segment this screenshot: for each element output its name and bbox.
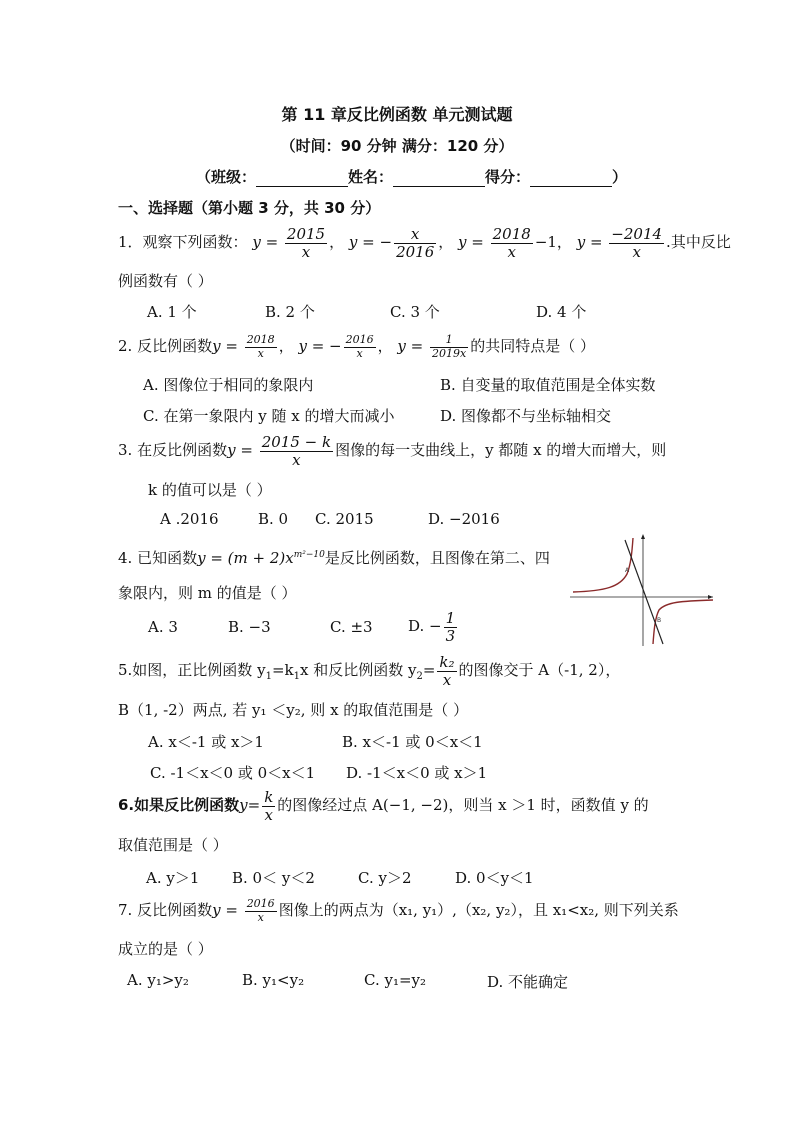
score-blank[interactable] bbox=[530, 170, 612, 187]
q1-fraction-1: $\frac{2015}{x}$ bbox=[286, 225, 326, 261]
q4-prefix: 4. 已知函数 bbox=[118, 549, 198, 567]
q2-option-b[interactable]: B. 自变量的取值范围是全体实数 bbox=[440, 376, 656, 394]
question-5-stem: 5.如图，正比例函数 $y_1=k_1x$ 和反比例函数 $y_2=$ $\frac{\text{k₂}}{x}$ 的图像交于 A（-1, 2）， bbox=[118, 653, 621, 689]
question-1-line2: 例函数有（ ） bbox=[118, 272, 213, 290]
q4-option-a[interactable]: A. 3 bbox=[148, 618, 178, 636]
q2-suffix: 的共同特点是（ ） bbox=[470, 337, 595, 355]
q2-fraction-2: $\frac{2016}{x}$ bbox=[345, 333, 374, 360]
q7-option-a[interactable]: A. y₁>y₂ bbox=[127, 971, 189, 989]
question-3-stem: 3. 在反比例函数y = $\frac{2015 - k}{x}$ 图像的每一支曲线上，y 都随 x 的增大而增大，则 bbox=[118, 433, 667, 469]
q1-fraction-2: $\frac{x}{2016}$ bbox=[396, 225, 435, 261]
q6-option-a[interactable]: A. y＞1 bbox=[146, 869, 200, 887]
close-paren: ） bbox=[612, 168, 628, 186]
question-6-stem: 6.如果反比例函数y= $\frac{k}{x}$ 的图像经过点 A(−1, −2)，则当 x ＞1 时，函数值 y 的 bbox=[118, 788, 649, 824]
q2-option-c[interactable]: C. 在第一象限内 y 随 x 的增大而减小 bbox=[143, 407, 395, 425]
q3-option-c[interactable]: C. 2015 bbox=[315, 510, 374, 528]
q6-suffix: 的图像经过点 A(−1, −2)，则当 x ＞1 时，函数值 y 的 bbox=[277, 796, 649, 814]
question-1-stem: 1．观察下列函数： y = $\frac{2015}{x}$ ， y = − $\frac{x}{2016}$ ， y = $\frac{2018}{x}$ −1， y = $\frac{-2014}{x}$ .其中反比 bbox=[118, 225, 731, 261]
x-axis-arrow-icon bbox=[708, 595, 713, 599]
question-7-stem: 7. 反比例函数y = $\frac{2016}{x}$ 图像上的两点为（x₁, y₁）,（x₂, y₂），且 x₁<x₂, 则下列关系 bbox=[118, 897, 679, 924]
q4-exponent: m²−10 bbox=[293, 550, 325, 560]
q1-suffix: .其中反比 bbox=[666, 233, 731, 251]
q4-option-d-fraction: $\frac{1}{3}$ bbox=[445, 609, 456, 645]
q5-fraction: $\frac{\text{k₂}}{x}$ bbox=[439, 653, 455, 689]
q3-option-b[interactable]: B. 0 bbox=[258, 510, 289, 528]
exam-info: （时间：90 分钟 满分：120 分） bbox=[280, 137, 514, 155]
hyperbola-branch-right bbox=[653, 600, 713, 644]
q6-option-b[interactable]: B. 0＜ y＜2 bbox=[232, 869, 315, 887]
question-6-line2: 取值范围是（ ） bbox=[118, 836, 228, 854]
page-title: 第 11 章反比例函数 单元测试题 bbox=[281, 105, 513, 124]
q2-fraction-3: $\frac{1}{2019x}$ bbox=[432, 333, 467, 360]
section-heading: 一、选择题（第小题 3 分，共 30 分） bbox=[118, 199, 381, 217]
question-4-stem bbox=[118, 547, 550, 568]
q3-prefix: 3. 在反比例函数 bbox=[118, 441, 228, 459]
q1-option-c[interactable]: C. 3 个 bbox=[390, 303, 440, 321]
q2-prefix: 2. 反比例函数 bbox=[118, 337, 213, 355]
question-2-stem: 2. 反比例函数y = $\frac{2018}{x}$ ， y = − $\frac{2016}{x}$ ， y = $\frac{1}{2019x}$ 的共同特点是（ ） bbox=[118, 333, 595, 360]
q1-option-a[interactable]: A. 1 个 bbox=[147, 303, 197, 321]
question-3-line2: k 的值可以是（ ） bbox=[148, 481, 272, 499]
proportional-line bbox=[625, 540, 663, 644]
y-axis-arrow-icon bbox=[641, 534, 645, 539]
question-7-line2: 成立的是（ ） bbox=[118, 940, 213, 958]
q4-option-d-label: D. − bbox=[408, 617, 442, 635]
q1-option-d[interactable]: D. 4 个 bbox=[536, 303, 587, 321]
q2-option-a[interactable]: A. 图像位于相同的象限内 bbox=[143, 376, 314, 394]
q7-option-b[interactable]: B. y₁<y₂ bbox=[242, 971, 305, 989]
q6-option-c[interactable]: C. y＞2 bbox=[358, 869, 412, 887]
q4-option-b[interactable]: B. −3 bbox=[228, 618, 271, 636]
point-a-label: A bbox=[625, 567, 630, 574]
question-5-line2: B（1, -2）两点, 若 y₁ ＜y₂, 则 x 的取值范围是（ ） bbox=[118, 701, 469, 719]
q4-option-d[interactable] bbox=[408, 606, 459, 646]
q7-option-d[interactable]: D. 不能确定 bbox=[487, 973, 569, 991]
q5-option-c[interactable]: C. -1＜x＜0 或 0＜x＜1 bbox=[150, 764, 316, 782]
hyperbola-branch-left bbox=[573, 538, 633, 592]
q7-suffix: 图像上的两点为（x₁, y₁）,（x₂, y₂），且 x₁<x₂, 则下列关系 bbox=[278, 901, 679, 919]
q1-prefix: 1．观察下列函数： bbox=[118, 233, 248, 251]
q7-fraction: $\frac{2016}{x}$ bbox=[246, 897, 275, 924]
score-label: 得分： bbox=[485, 168, 531, 186]
q2-fraction-1: $\frac{2018}{x}$ bbox=[246, 333, 275, 360]
q1-fraction-3: $\frac{2018}{x}$ bbox=[492, 225, 531, 261]
class-blank[interactable] bbox=[256, 170, 348, 187]
name-label: 姓名： bbox=[348, 168, 394, 186]
q4-option-c[interactable]: C. ±3 bbox=[330, 618, 373, 636]
q7-prefix: 7. 反比例函数 bbox=[118, 901, 213, 919]
q5-option-d[interactable]: D. -1＜x＜0 或 x＞1 bbox=[346, 764, 488, 782]
class-label: （班级： bbox=[196, 168, 257, 186]
q3-fraction: $\frac{2015 - k}{x}$ bbox=[261, 433, 332, 469]
q5-option-b[interactable]: B. x＜-1 或 0＜x＜1 bbox=[342, 733, 483, 751]
q5-option-a[interactable]: A. x＜-1 或 x＞1 bbox=[148, 733, 264, 751]
q6-option-d[interactable]: D. 0＜y＜1 bbox=[455, 869, 534, 887]
student-info-line bbox=[196, 166, 627, 187]
q7-option-c[interactable]: C. y₁=y₂ bbox=[364, 971, 427, 989]
q3-option-a[interactable]: A .2016 bbox=[160, 510, 219, 528]
point-b-label: B bbox=[657, 617, 662, 624]
q6-fraction: $\frac{k}{x}$ bbox=[264, 788, 274, 824]
q3-suffix: 图像的每一支曲线上，y 都随 x 的增大而增大，则 bbox=[335, 441, 667, 459]
q2-option-d[interactable]: D. 图像都不与坐标轴相交 bbox=[440, 407, 612, 425]
graph-figure bbox=[565, 532, 715, 648]
q6-prefix: 6.如果反比例函数 bbox=[118, 796, 240, 814]
q4-expression: y = (m + 2)x bbox=[197, 549, 294, 567]
q1-option-b[interactable]: B. 2 个 bbox=[265, 303, 315, 321]
name-blank[interactable] bbox=[393, 170, 485, 187]
q1-fraction-4: $\frac{-2014}{x}$ bbox=[611, 225, 663, 261]
question-4-line2: 象限内，则 m 的值是（ ） bbox=[118, 584, 297, 602]
q3-option-d[interactable]: D. −2016 bbox=[428, 510, 500, 528]
q4-suffix: 是反比例函数，且图像在第二、四 bbox=[324, 549, 550, 567]
